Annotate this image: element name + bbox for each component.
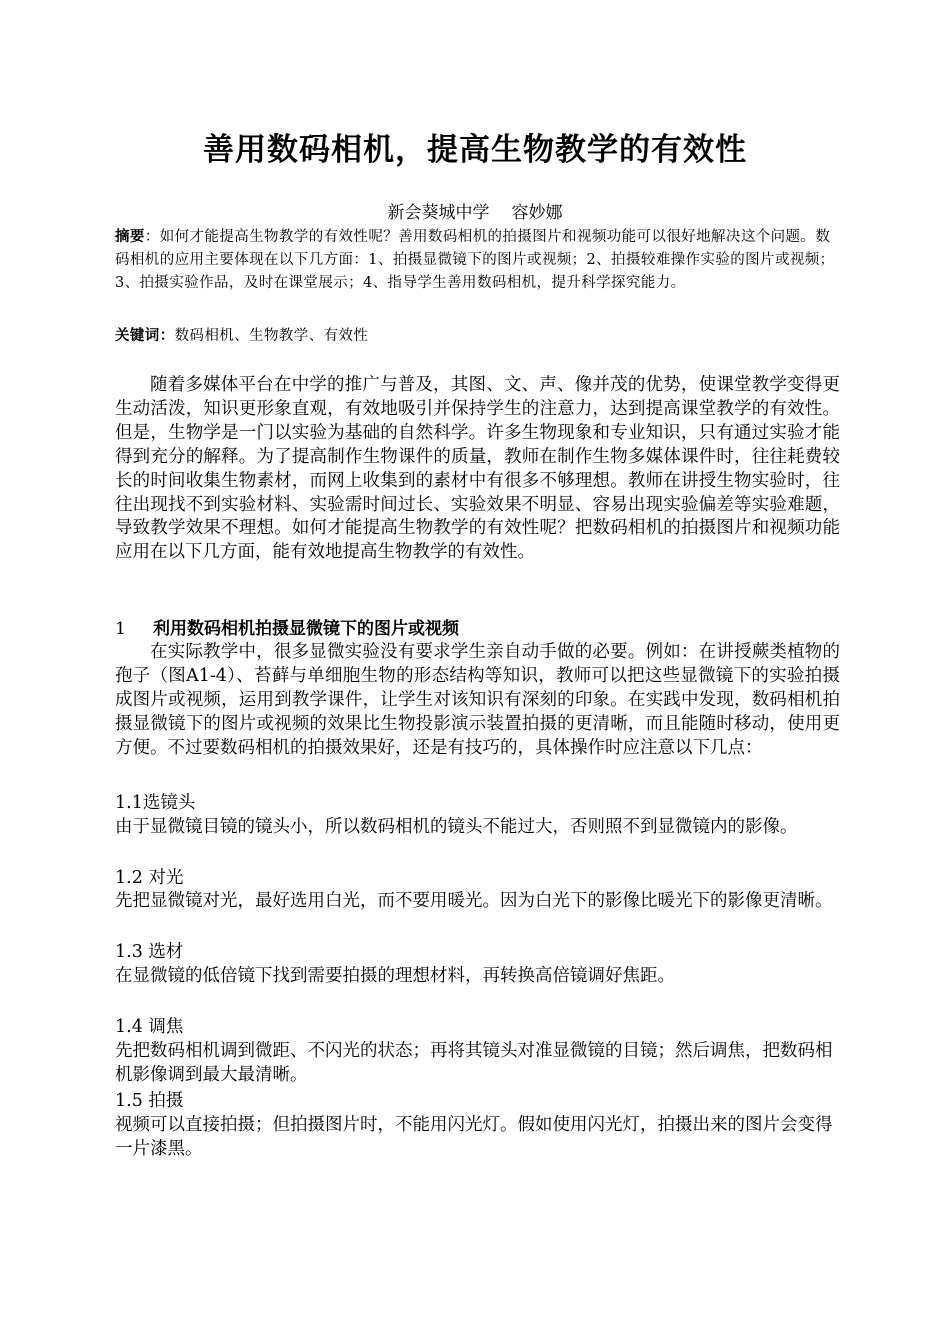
abstract-text: 如何才能提高生物教学的有效性呢？善用数码相机的拍摄图片和视频功能可以很好地解决这个问题。数码相机的应用主要体现在以下几方面：1、拍摄显微镜下的图片或视频；2、拍摄较难操作实验的图片或视频；3、拍摄实验作品，及时在课堂展示；4、指导学生善用数码相机，提升科学探究能力。	[115, 229, 835, 291]
subsection-1-2-heading: 1.2 对光	[115, 868, 184, 888]
abstract	[115, 226, 845, 295]
subsection-1-2-text: 先把显微镜对光，最好选用白光，而不要用暖光。因为白光下的影像比暖光下的影像更清晰。	[115, 891, 833, 911]
subsection-1-4-text: 先把数码相机调到微距、不闪光的状态；再将其镜头对准显微镜的目镜；然后调焦，把数码相机影像调到最大最清晰。	[115, 1041, 833, 1085]
abstract-separator: ：	[144, 229, 160, 245]
section-1-paragraph: 在实际教学中，很多显微实验没有要求学生亲自动手做的必要。例如：在讲授蕨类植物的孢子（图A1-4）、苔藓与单细胞生物的形态结构等知识，教师可以把这些显微镜下的实验拍摄成图片或视频，运用到教学课件，让学生对该知识有深刻的印象。在实践中发现，数码相机拍摄显微镜下的图片或视频的效果比生物投影演示装置拍摄的更清晰，而且能随时移动，使用更方便。不过要数码相机的拍摄效果好，还是有技巧的，具体操作时应注意以下几点：	[115, 642, 840, 758]
subsection-1-1-text: 由于显微镜目镜的镜头小，所以数码相机的镜头不能过大，否则照不到显微镜内的影像。	[115, 817, 798, 837]
author-line	[0, 200, 950, 226]
subsection-1-3-heading: 1.3 选材	[115, 942, 184, 962]
subsection-1-4-heading: 1.4 调焦	[115, 1017, 184, 1037]
section-1-title: 利用数码相机拍摄显微镜下的图片或视频	[153, 619, 459, 639]
subsection-1-5-heading: 1.5 拍摄	[115, 1091, 184, 1111]
intro-paragraph: 随着多媒体平台在中学的推广与普及，其图、文、声、像并茂的优势，使课堂教学变得更生动活泼，知识更形象直观，有效地吸引并保持学生的注意力，达到提高课堂教学的有效性。但是，生物学是一门以实验为基础的自然科学。许多生物现象和专业知识，只有通过实验才能得到充分的解释。为了提高制作生物课件的质量，教师在制作生物多媒体课件时，往往耗费较长的时间收集生物素材，而网上收集到的素材中有很多不够理想。教师在讲授生物实验时，往往出现找不到实验材料、实验需时间过长、实验效果不明显、容易出现实验偏差等实验难题，导致教学效果不理想。如何才能提高生物教学的有效性呢？把数码相机的拍摄图片和视频功能应用在以下几方面，能有效地提高生物教学的有效性。	[115, 375, 840, 563]
keywords-label: 关键词	[115, 328, 160, 344]
keywords	[115, 325, 845, 348]
author-name: 容妙娜	[511, 203, 563, 223]
subsection-1-5-text: 视频可以直接拍摄；但拍摄图片时，不能用闪光灯。假如使用闪光灯，拍摄出来的图片会变得一片漆黑。	[115, 1115, 833, 1159]
section-1-heading	[115, 617, 840, 641]
author-school: 新会葵城中学	[387, 203, 490, 223]
section-1-number: 1	[115, 619, 126, 639]
abstract-label: 摘要	[115, 229, 145, 245]
keywords-text: 数码相机、生物教学、有效性	[174, 328, 369, 344]
keywords-separator: ：	[159, 328, 175, 344]
page-title: 善用数码相机，提高生物教学的有效性	[203, 132, 747, 168]
subsection-1-1-heading: 1.1选镜头	[115, 793, 196, 813]
subsection-1-3-text: 在显微镜的低倍镜下找到需要拍摄的理想材料，再转换高倍镜调好焦距。	[115, 966, 675, 986]
